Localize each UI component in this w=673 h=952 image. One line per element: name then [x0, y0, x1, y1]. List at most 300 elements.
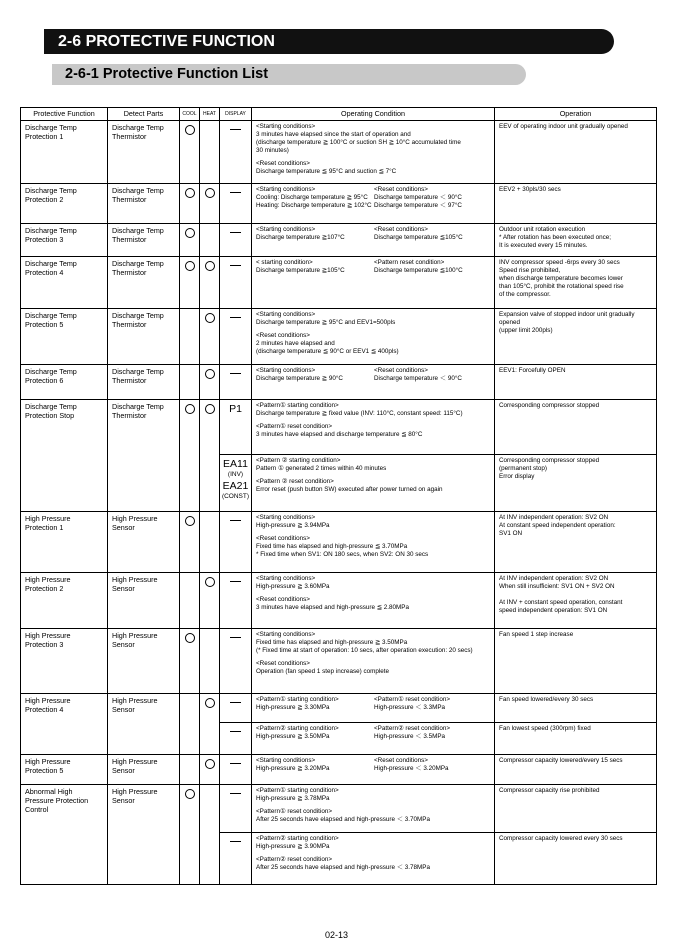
text-line: speed independent operation: SV1 ON: [499, 607, 608, 615]
text-line: < starting condition>: [256, 259, 313, 267]
text-line: Sensor: [112, 796, 135, 806]
operation-cell: [495, 629, 657, 694]
cool-cell: [180, 257, 200, 309]
col-header-parts: Detect Parts: [108, 108, 180, 121]
dash-icon: [230, 317, 241, 318]
text-line: when discharge temperature becomes lower: [499, 275, 623, 283]
text-line: SV1 ON: [499, 530, 523, 538]
text-line: Discharge temperature ≦ 95°C and suction ≦ 7°C: [256, 168, 397, 176]
heat-cell: [200, 121, 220, 184]
col-header-display: DISPLAY: [220, 108, 252, 121]
text-line: Protection Stop: [25, 411, 75, 421]
text-line: Error display: [499, 473, 535, 481]
text-line: High Pressure: [25, 631, 71, 641]
heat-mark-icon: [205, 369, 215, 379]
display-cell: [220, 257, 252, 309]
dash-icon: [230, 793, 241, 794]
text-line: Fixed time has elapsed and high-pressure ≦ 3.70MPa: [256, 543, 408, 551]
text-line: Discharge temperature ≦105°C: [374, 234, 463, 242]
dash-icon: [230, 702, 241, 703]
condition-cell: [252, 512, 495, 573]
heat-mark-icon: [205, 404, 215, 414]
condition-cell: [252, 694, 495, 723]
heat-mark-icon: [205, 313, 215, 323]
text-line: Thermistor: [112, 411, 147, 421]
operation-cell: [495, 694, 657, 723]
condition-block: [256, 631, 492, 655]
text-line: <Pattern① reset condition>: [256, 808, 333, 816]
text-line: Thermistor: [112, 320, 147, 330]
text-line: Control: [25, 804, 49, 814]
text-line: (discharge temperature ≦ 90°C or EEV1 ≦ 400pls): [256, 348, 399, 356]
function-cell: [21, 184, 108, 224]
condition-block: [256, 402, 492, 418]
detect-parts-cell: [108, 785, 180, 885]
dash-icon: [230, 192, 241, 193]
text-line: (upper limit 200pls): [499, 327, 553, 335]
text-line: <Pattern① reset condition>: [256, 423, 333, 431]
text-line: High Pressure: [25, 757, 71, 767]
text-line: Speed rise prohibited,: [499, 267, 561, 275]
cool-cell: [180, 365, 200, 400]
text-line: High Pressure: [112, 631, 158, 641]
text-line: Discharge Temp: [112, 123, 164, 132]
cool-cell: [180, 121, 200, 184]
heat-mark-icon: [205, 188, 215, 198]
subsection-title: 2-6-1 Protective Function List: [52, 64, 526, 85]
col-header-cool: COOL: [180, 108, 200, 121]
condition-block: [256, 514, 492, 530]
detect-parts-cell: [108, 629, 180, 694]
table-row: [21, 400, 657, 455]
condition-cell: [252, 257, 495, 309]
text-line: Pattern ① generated 2 times within 40 minutes: [256, 465, 387, 473]
cool-mark-icon: [185, 188, 195, 198]
text-line: 30 minutes): [256, 147, 289, 155]
table-row: [21, 512, 657, 573]
text-line: Discharge Temp: [112, 259, 164, 269]
condition-block: [256, 808, 492, 824]
text-line: Expansion valve of stopped indoor unit gradually: [499, 311, 635, 319]
display-cell: [220, 455, 252, 512]
heat-cell: [200, 755, 220, 785]
col-header-heat: HEAT: [200, 108, 220, 121]
operation-cell: [495, 573, 657, 629]
heat-cell: [200, 629, 220, 694]
function-cell: [21, 573, 108, 629]
display-code: EA21 (CONST): [221, 479, 250, 500]
cool-mark-icon: [185, 404, 195, 414]
display-cell: [220, 694, 252, 723]
text-line: High-pressure ≧ 3.30MPa: [256, 704, 330, 712]
text-line: <Reset conditions>: [256, 332, 310, 340]
heat-cell: [200, 512, 220, 573]
cool-cell: [180, 694, 200, 755]
text-line: <Starting conditions>: [256, 311, 316, 319]
condition-cell: [252, 224, 495, 257]
function-cell: [21, 755, 108, 785]
heat-cell: [200, 309, 220, 365]
col-header-operation: Operation: [495, 108, 657, 121]
text-line: At INV + constant speed operation, constant: [499, 599, 623, 607]
operation-cell: [495, 512, 657, 573]
text-line: Protection 5: [25, 320, 64, 330]
cool-cell: [180, 309, 200, 365]
text-line: Pressure Protection: [25, 796, 89, 806]
text-line: 3 minutes have elapsed since the start of operation and: [256, 131, 411, 139]
operation-cell: [495, 400, 657, 455]
text-line: Discharge temperature ≧ 90°C: [256, 375, 343, 383]
display-cell: [220, 309, 252, 365]
text-line: <Pattern① starting condition>: [256, 696, 339, 704]
condition-cell: [252, 400, 495, 455]
heat-cell: [200, 573, 220, 629]
text-line: It is executed every 15 minutes.: [499, 242, 588, 250]
text-line: Discharge temperature ≦100°C: [374, 267, 463, 275]
condition-block: [256, 535, 492, 559]
display-cell: [220, 573, 252, 629]
text-line: Fan speed lowered/every 30 secs: [499, 696, 594, 704]
text-line: Discharge temperature ≧ 95°C and EEV1=500pls: [256, 319, 396, 327]
condition-cell: [252, 365, 495, 400]
text-line: Thermistor: [112, 235, 147, 245]
dash-icon: [230, 129, 241, 130]
text-line: Thermistor: [112, 131, 147, 141]
condition-cell: [252, 785, 495, 833]
operation-cell: [495, 184, 657, 224]
text-line: Discharge Temp: [112, 402, 164, 412]
text-line: High-pressure ≧ 3.50MPa: [256, 733, 330, 741]
condition-cell: [252, 455, 495, 512]
cool-mark-icon: [185, 789, 195, 799]
text-line: High-pressure ≧ 3.20MPa: [256, 765, 330, 773]
text-line: EEV of operating indoor unit gradually opened: [499, 123, 628, 130]
detect-parts-cell: [108, 224, 180, 257]
text-line: <Pattern reset condition>: [374, 259, 445, 267]
dash-icon: [230, 763, 241, 764]
text-line: High Pressure: [112, 575, 158, 585]
table-header-row: [21, 108, 657, 121]
text-line: Protection 5: [25, 766, 64, 776]
condition-cell: [252, 723, 495, 755]
condition-block: [256, 457, 492, 473]
text-line: (* Fixed time at start of operation: 10 secs, after operation execution: 20 secs): [256, 647, 473, 655]
display-cell: [220, 512, 252, 573]
text-line: of the compressor.: [499, 291, 551, 299]
text-line: Protection 4: [25, 705, 64, 715]
text-line: Error reset (push button SW) executed after power turned on again: [256, 486, 443, 494]
text-line: Corresponding compressor stopped: [499, 402, 600, 410]
text-line: <Reset conditions>: [256, 160, 310, 168]
text-line: 3 minutes have elapsed and discharge temperature ≦ 80°C: [256, 431, 423, 439]
condition-block: [256, 575, 492, 591]
text-line: High Pressure: [25, 514, 71, 524]
text-line: High Pressure: [112, 787, 158, 797]
detect-parts-cell: [108, 121, 180, 184]
condition-cell: [252, 573, 495, 629]
text-line: INV compressor speed -6rps every 30 secs: [499, 259, 620, 267]
dash-icon: [230, 373, 241, 374]
detect-parts-cell: [108, 184, 180, 224]
cool-cell: [180, 512, 200, 573]
heat-cell: [200, 257, 220, 309]
text-line: Discharge Temp: [112, 367, 164, 377]
text-line: <Pattern ② starting condition>: [256, 457, 341, 465]
operation-cell: [495, 121, 657, 184]
text-line: Discharge Temp: [112, 226, 164, 236]
table-row: [21, 184, 657, 224]
function-cell: [21, 309, 108, 365]
heat-cell: [200, 224, 220, 257]
text-line: <Reset conditions>: [256, 660, 310, 668]
detect-parts-cell: [108, 400, 180, 512]
heat-mark-icon: [205, 698, 215, 708]
text-line: Protection 2: [25, 195, 64, 205]
function-cell: [21, 629, 108, 694]
text-line: High-pressure ≧ 3.60MPa: [256, 583, 330, 591]
col-header-condition: Operating Condition: [252, 108, 495, 121]
text-line: Discharge Temp: [112, 311, 164, 321]
dash-icon: [230, 265, 241, 266]
text-line: Operation (fan speed 1 step increase) complete: [256, 668, 390, 676]
text-line: Sensor: [112, 766, 135, 776]
text-line: EEV2 + 30pls/30 secs: [499, 186, 561, 194]
condition-block: [256, 311, 492, 327]
detect-parts-cell: [108, 309, 180, 365]
dash-icon: [230, 520, 241, 521]
display-cell: [220, 629, 252, 694]
cool-cell: [180, 224, 200, 257]
operation-cell: [495, 755, 657, 785]
display-cell: [220, 400, 252, 455]
display-cell: [220, 121, 252, 184]
text-line: * After rotation has been executed once;: [499, 234, 612, 242]
table-row: [21, 785, 657, 833]
text-line: At INV independent operation: SV2 ON: [499, 514, 609, 522]
text-line: Discharge temperature ≧ fixed value (INV: 110°C, constant speed: 115°C): [256, 410, 463, 418]
operation-cell: [495, 309, 657, 365]
text-line: Compressor capacity rise prohibited: [499, 787, 600, 795]
display-code: EA11 (INV): [223, 458, 248, 478]
text-line: When still insufficient: SV1 ON + SV2 ON: [499, 583, 615, 591]
cool-mark-icon: [185, 228, 195, 238]
dash-icon: [230, 581, 241, 582]
text-line: Discharge Temp: [25, 226, 77, 236]
heat-cell: [200, 184, 220, 224]
text-line: EEV1: Forcefully OPEN: [499, 367, 566, 375]
text-line: Fan speed 1 step increase: [499, 631, 574, 639]
detect-parts-cell: [108, 257, 180, 309]
detect-parts-cell: [108, 573, 180, 629]
display-code: P1: [229, 403, 242, 416]
text-line: Protection 4: [25, 268, 64, 278]
text-line: <Starting conditions>: [256, 514, 316, 522]
function-cell: [21, 694, 108, 755]
table-row: [21, 224, 657, 257]
text-line: Discharge temperature ＜ 97°C: [374, 202, 462, 210]
display-cell: [220, 755, 252, 785]
dash-icon: [230, 731, 241, 732]
condition-cell: [252, 629, 495, 694]
condition-block: [256, 160, 492, 176]
cool-cell: [180, 629, 200, 694]
text-line: * Fixed time when SV1: ON 180 secs, when SV2: ON 30 secs: [256, 551, 429, 559]
text-line: Abnormal High: [25, 787, 73, 797]
text-line: Discharge temperature ≧107°C: [256, 234, 345, 242]
text-line: Discharge Temp: [25, 367, 77, 377]
protective-function-table: [20, 107, 657, 885]
text-line: High-pressure ≧ 3.78MPa: [256, 795, 330, 803]
condition-cell: [252, 833, 495, 885]
condition-block: [256, 856, 492, 872]
text-line: <Starting conditions>: [256, 367, 316, 375]
text-line: At constant speed independent operation:: [499, 522, 616, 530]
function-cell: [21, 365, 108, 400]
text-line: Sensor: [112, 584, 135, 594]
text-line: Discharge temperature ≧105°C: [256, 267, 345, 275]
cool-mark-icon: [185, 261, 195, 271]
text-line: <Starting conditions>: [256, 226, 316, 234]
text-line: <Reset conditions>: [374, 757, 428, 765]
condition-block: [256, 123, 492, 155]
display-cell: [220, 184, 252, 224]
text-line: High-pressure ＜ 3.5MPa: [374, 733, 446, 741]
text-line: <Starting conditions>: [256, 757, 316, 765]
text-line: High Pressure: [112, 696, 158, 706]
function-cell: [21, 512, 108, 573]
text-line: <Starting conditions>: [256, 631, 316, 639]
table-row: [21, 694, 657, 723]
heat-cell: [200, 365, 220, 400]
table-row: [21, 257, 657, 309]
condition-block: [256, 478, 492, 494]
text-line: High-pressure ＜ 3.20MPa: [374, 765, 449, 773]
operation-cell: [495, 785, 657, 833]
text-line: 2 minutes have elapsed and: [256, 340, 335, 348]
text-line: <Starting conditions>: [256, 575, 316, 583]
text-line: Discharge temperature ＜ 90°C: [374, 375, 462, 383]
text-line: Discharge Temp: [25, 186, 77, 196]
text-line: <Reset conditions>: [374, 367, 428, 375]
text-line: Sensor: [112, 705, 135, 715]
text-line: Protection 3: [25, 235, 64, 245]
condition-cell: [252, 184, 495, 224]
text-line: At INV independent operation: SV2 ON: [499, 575, 609, 583]
text-line: <Reset conditions>: [256, 535, 310, 543]
text-line: <Starting conditions>: [256, 186, 316, 194]
page-number: 02-13: [324, 930, 349, 940]
text-line: High Pressure: [25, 575, 71, 585]
text-line: <Pattern① reset condition>: [374, 696, 451, 704]
text-line: <Pattern ② reset condition>: [256, 478, 334, 486]
text-line: Discharge Temp: [25, 311, 77, 321]
text-line: [499, 591, 654, 599]
operation-cell: [495, 455, 657, 512]
table-row: [21, 755, 657, 785]
text-line: <Pattern② reset condition>: [374, 725, 451, 733]
table-row: [21, 309, 657, 365]
text-line: Sensor: [112, 523, 135, 533]
text-line: Protection 1: [25, 131, 64, 141]
text-line: Protection 3: [25, 640, 64, 650]
cool-mark-icon: [185, 633, 195, 643]
text-line: <Pattern② starting condition>: [256, 725, 339, 733]
text-line: Sensor: [112, 640, 135, 650]
detect-parts-cell: [108, 755, 180, 785]
dash-icon: [230, 841, 241, 842]
heat-cell: [200, 694, 220, 755]
section-title: 2-6 PROTECTIVE FUNCTION: [44, 29, 614, 54]
text-line: After 25 seconds have elapsed and high-pressure ＜ 3.78MPa: [256, 864, 430, 872]
cool-cell: [180, 184, 200, 224]
text-line: High-pressure ≧ 3.94MPa: [256, 522, 330, 530]
text-line: <Pattern① starting condition>: [256, 787, 339, 795]
display-cell: [220, 365, 252, 400]
heat-mark-icon: [205, 577, 215, 587]
text-line: After 25 seconds have elapsed and high-pressure ＜ 3.70MPa: [256, 816, 430, 824]
function-cell: [21, 257, 108, 309]
condition-block: [256, 660, 492, 676]
cool-cell: [180, 785, 200, 885]
operation-cell: [495, 365, 657, 400]
table-row: [21, 573, 657, 629]
condition-block: [256, 835, 492, 851]
condition-block: [256, 596, 492, 612]
text-line: Protection 2: [25, 584, 64, 594]
cool-mark-icon: [185, 516, 195, 526]
text-line: Discharge Temp: [112, 186, 164, 196]
text-line: <Pattern② starting condition>: [256, 835, 339, 843]
text-line: High Pressure: [112, 757, 158, 767]
text-line: Outdoor unit rotation execution: [499, 226, 586, 234]
text-line: Heating: Discharge temperature ≧ 102°C: [256, 202, 372, 210]
text-line: Discharge Temp: [25, 123, 77, 132]
condition-cell: [252, 309, 495, 365]
text-line: opened: [499, 319, 521, 327]
text-line: (permanent stop): [499, 465, 547, 473]
heat-mark-icon: [205, 261, 215, 271]
text-line: <Reset conditions>: [374, 226, 428, 234]
text-line: <Reset conditions>: [374, 186, 428, 194]
text-line: Discharge Temp: [25, 402, 77, 412]
text-line: Cooling: Discharge temperature ≧ 95°C: [256, 194, 368, 202]
cool-cell: [180, 400, 200, 512]
detect-parts-cell: [108, 512, 180, 573]
table-row: [21, 121, 657, 184]
condition-cell: [252, 121, 495, 184]
display-cell: [220, 833, 252, 885]
display-cell: [220, 785, 252, 833]
text-line: <Pattern② reset condition>: [256, 856, 333, 864]
text-line: <Starting conditions>: [256, 123, 316, 130]
display-cell: [220, 224, 252, 257]
text-line: High Pressure: [25, 696, 71, 706]
text-line: Compressor capacity lowered every 30 secs: [499, 835, 623, 843]
dash-icon: [230, 637, 241, 638]
detect-parts-cell: [108, 365, 180, 400]
cool-cell: [180, 755, 200, 785]
function-cell: [21, 400, 108, 512]
text-line: (discharge temperature ≧ 100°C or suction SH ≧ 10°C accumulated time: [256, 139, 461, 147]
heat-mark-icon: [205, 759, 215, 769]
text-line: Discharge temperature ＜ 90°C: [374, 194, 462, 202]
operation-cell: [495, 224, 657, 257]
heat-cell: [200, 785, 220, 885]
text-line: Fan lowest speed (300rpm) fixed: [499, 725, 591, 733]
detect-parts-cell: [108, 694, 180, 755]
text-line: High-pressure ≧ 3.90MPa: [256, 843, 330, 851]
text-line: High Pressure: [112, 514, 158, 524]
